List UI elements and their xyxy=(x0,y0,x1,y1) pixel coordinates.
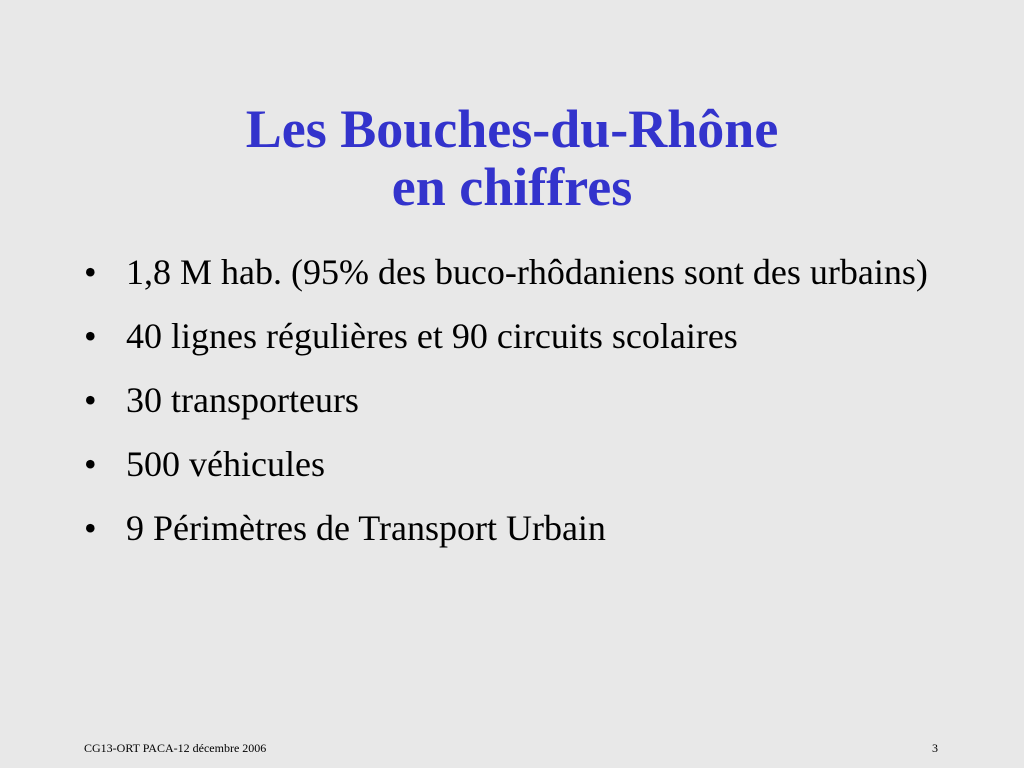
slide-title-line-2: en chiffres xyxy=(391,157,633,217)
bullet-icon: • xyxy=(84,508,97,548)
bullet-list xyxy=(84,248,944,568)
bullet-item xyxy=(84,312,944,360)
page-number: 3 xyxy=(932,741,938,755)
bullet-text: 1,8 M hab. (95% des buco-rhôdaniens sont des urbains) xyxy=(126,252,928,292)
bullet-item xyxy=(84,440,944,488)
bullet-icon: • xyxy=(84,316,97,356)
slide-title-line-1: Les Bouches-du-Rhône xyxy=(245,99,779,159)
bullet-icon: • xyxy=(84,444,97,484)
bullet-text: 40 lignes régulières et 90 circuits scolaires xyxy=(126,316,738,356)
bullet-item xyxy=(84,248,944,296)
slide-footer: CG13-ORT PACA-12 décembre 2006 xyxy=(84,741,267,755)
bullet-icon: • xyxy=(84,380,97,420)
bullet-text: 500 véhicules xyxy=(126,444,325,484)
bullet-item xyxy=(84,376,944,424)
bullet-text: 9 Périmètres de Transport Urbain xyxy=(126,508,606,548)
bullet-item xyxy=(84,504,944,552)
slide-title xyxy=(0,100,1024,216)
bullet-text: 30 transporteurs xyxy=(126,380,359,420)
bullet-icon: • xyxy=(84,252,97,292)
